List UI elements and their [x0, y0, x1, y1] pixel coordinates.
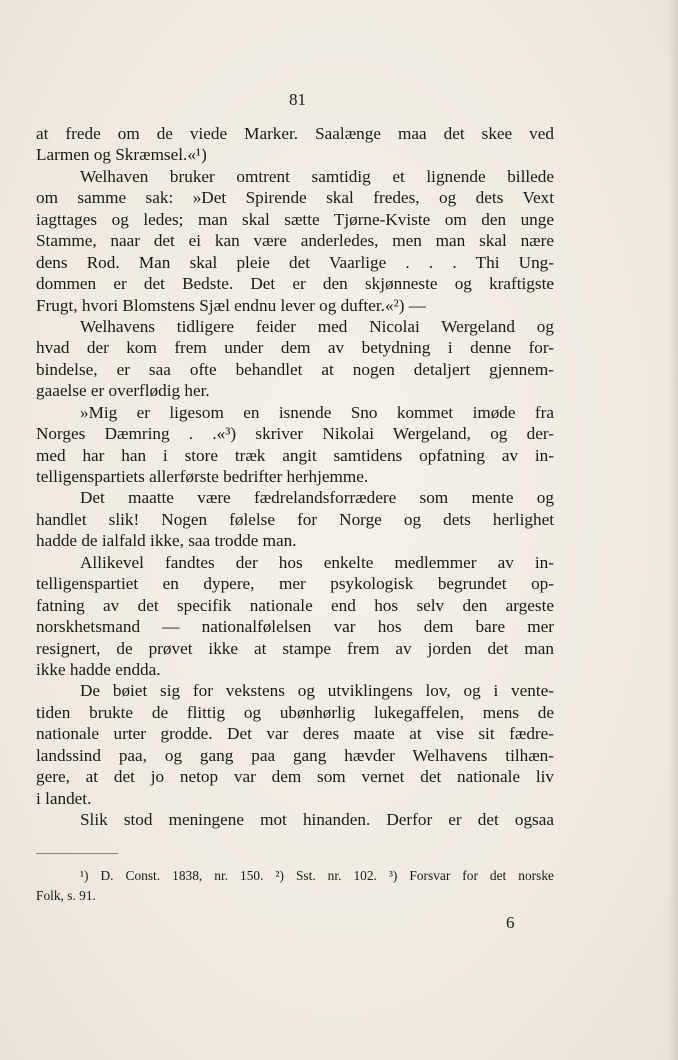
- text-line: i landet.: [36, 788, 92, 808]
- text-line: landssind paa, og gang paa gang hævder Welhavens tilhæn-: [36, 745, 554, 765]
- text-line: iagttages og ledes; man skal sætte Tjørne-Kviste om den unge: [36, 209, 554, 229]
- text-line: hadde de ialfald ikke, saa trodde man.: [36, 531, 297, 551]
- footnote-divider: [36, 853, 118, 854]
- footnote-line: ¹) D. Const. 1838, nr. 150. ²) Sst. nr. 102. ³) Forsvar for det norske: [80, 868, 554, 883]
- text-line: telligenspartiet en dypere, mer psykologisk begrundet op-: [36, 574, 554, 594]
- text-line: norskhetsmand — nationalfølelsen var hos dem bare mer: [36, 617, 554, 637]
- footnote-line: Folk, s. 91.: [36, 888, 96, 903]
- text-line: med har han i store træk angit samtidens opfatning av in-: [36, 445, 554, 465]
- page-edge-shadow: [668, 0, 678, 1060]
- text-line: at frede om de viede Marker. Saalænge maa det skee ved: [36, 124, 554, 143]
- body-text: [36, 123, 554, 830]
- text-line: dens Rod. Man skal pleie det Vaarlige . . . Thi Ung-: [36, 252, 554, 272]
- page-number: 81: [289, 90, 306, 109]
- text-line: ikke hadde endda.: [36, 659, 161, 679]
- text-line: Allikevel fandtes der hos enkelte medlemmer av in-: [80, 552, 554, 572]
- text-line: hvad der kom frem under dem av betydning i denne for-: [36, 338, 554, 358]
- footnotes: [36, 866, 554, 906]
- text-line: bindelse, er saa ofte behandlet at nogen detaljert gjennem-: [36, 359, 554, 379]
- text-line: gaaelse er overflødig her.: [36, 381, 210, 401]
- text-line: Stamme, naar det ei kan være anderledes, men man skal nære: [36, 231, 554, 251]
- text-line: dommen er det Bedste. Det er den skjønneste og kraftigste: [36, 274, 554, 294]
- text-line: telligenspartiets allerførste bedrifter herhjemme.: [36, 467, 369, 486]
- text-line: fatning av det specifik nationale end hos selv den argeste: [36, 595, 554, 615]
- text-line: Norges Dæmring . .«³) skriver Nikolai Wergeland, og der-: [36, 424, 554, 444]
- text-line: Slik stod meningene mot hinanden. Derfor er det ogsaa: [80, 810, 554, 829]
- text-line: handlet slik! Nogen følelse for Norge og dets herlighet: [36, 509, 554, 529]
- text-line: resignert, de prøvet ikke at stampe frem av jorden det man: [36, 638, 554, 658]
- text-line: Welhaven bruker omtrent samtidig et lignende billede: [80, 166, 554, 186]
- text-line: gere, at det jo netop var dem som vernet det nationale liv: [36, 767, 554, 787]
- text-line: om samme sak: »Det Spirende skal fredes, og dets Vext: [36, 188, 554, 208]
- text-line: nationale urter grodde. Det var deres maate at vise sit fædre-: [36, 724, 554, 744]
- text-line: tiden brukte de flittig og ubønhørlig lukegaffelen, mens de: [36, 702, 554, 722]
- text-line: Frugt, hvori Blomstens Sjæl endnu lever og dufter.«²) —: [36, 295, 426, 315]
- text-line: Det maatte være fædrelandsforrædere som mente og: [80, 488, 554, 508]
- text-line: »Mig er ligesom en isnende Sno kommet imøde fra: [80, 402, 554, 422]
- text-line: Welhavens tidligere feider med Nicolai Wergeland og: [80, 316, 554, 336]
- text-line: De bøiet sig for vekstens og utviklingens lov, og i vente-: [80, 681, 554, 701]
- text-line: Larmen og Skræmsel.«¹): [36, 145, 207, 165]
- signature-mark: 6: [506, 913, 515, 932]
